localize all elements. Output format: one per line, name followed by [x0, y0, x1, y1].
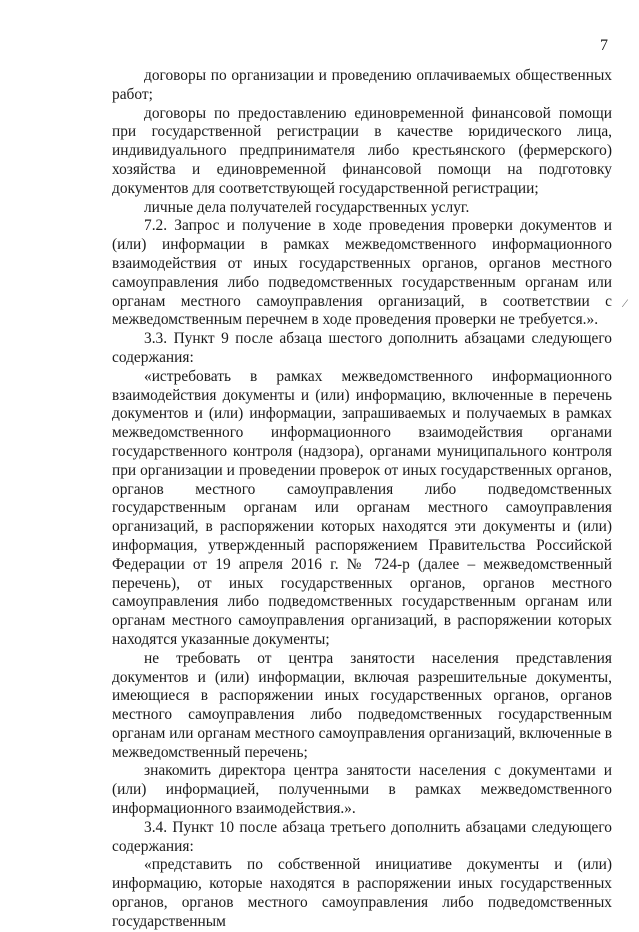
paragraph-public-works-contracts: договоры по организации и проведению оплачиваемых общественных работ; — [112, 67, 612, 103]
paragraph-clause-7-2: 7.2. Запрос и получение в ходе проведения проверки документов и (или) информации в рамках межведомственного информационного взаимодействия от иных государственных органов, органов местного самоуправления либо подведомственных государственным органам или органам местного самоуправления организаций, в соответствии с межведомственным перечнем в ходе проведения проверки не требуется.». — [112, 217, 612, 329]
paragraph-clause-3-4: 3.4. Пункт 10 после абзаца третьего дополнить абзацами следующего содержания: — [112, 818, 612, 855]
page-number: 7 — [600, 37, 608, 54]
paragraph-submit-initiative: «представить по собственной инициативе документы и (или) информацию, которые находятся в распоряжении иных государственных органов, органов местного самоуправления либо подведомственных государственным — [112, 856, 612, 930]
paragraph-clause-3-3: 3.3. Пункт 9 после абзаца шестого дополнить абзацами следующего содержания: — [112, 330, 612, 366]
paragraph-acquaint-director: знакомить директора центра занятости населения с документами и (или) информацией, полученными в рамках межведомственного информационного взаимодействия.». — [112, 762, 612, 818]
paragraph-personal-files: личные дела получателей государственных услуг. — [144, 198, 470, 216]
paragraph-financial-aid-contracts: договоры по предоставлению единовременной финансовой помощи при государственной регистрации в качестве юридического лица, индивидуального предпринимателя либо крестьянского (фермерского) хозяйства и единовременной финансовой помощи на подготовку документов для соответствующей государственной регистрации; — [112, 104, 612, 197]
paragraph-not-require-documents: не требовать от центра занятости населения представления документов и (или) информации, включая разрешительные документы, имеющиеся в распоряжении иных государственных органов, органов местного самоуправления либо подведомственных государственным органам или органам местного самоуправления организаций, включенные в межведомственный перечень; — [112, 649, 612, 761]
margin-mark: ⁄ — [624, 296, 627, 310]
document-body — [112, 67, 612, 932]
paragraph-request-documents: «истребовать в рамках межведомственного информационного взаимодействия документы и (или) информацию, включенные в перечень документов и (или) информации, запрашиваемых и получаемых в рамках межведомственного информационного взаимодействия органами государственного контроля (надзора), органами муниципального контроля при организации и проведении проверок от иных государственных органов, органов местного самоуправления либо подведомственных государственным органам или органам местного самоуправления организаций, в распоряжении которых находятся эти документы и (или) информация, утвержденный распоряжением Правительства Российской Федерации от 19 апреля 2016 г. № 724-р (далее – межведомственный перечень), от иных государственных органов, органов местного самоуправления либо подведомственных государственным органам или органам местного самоуправления организаций, в распоряжении которых находятся указанные документы; — [112, 367, 612, 648]
